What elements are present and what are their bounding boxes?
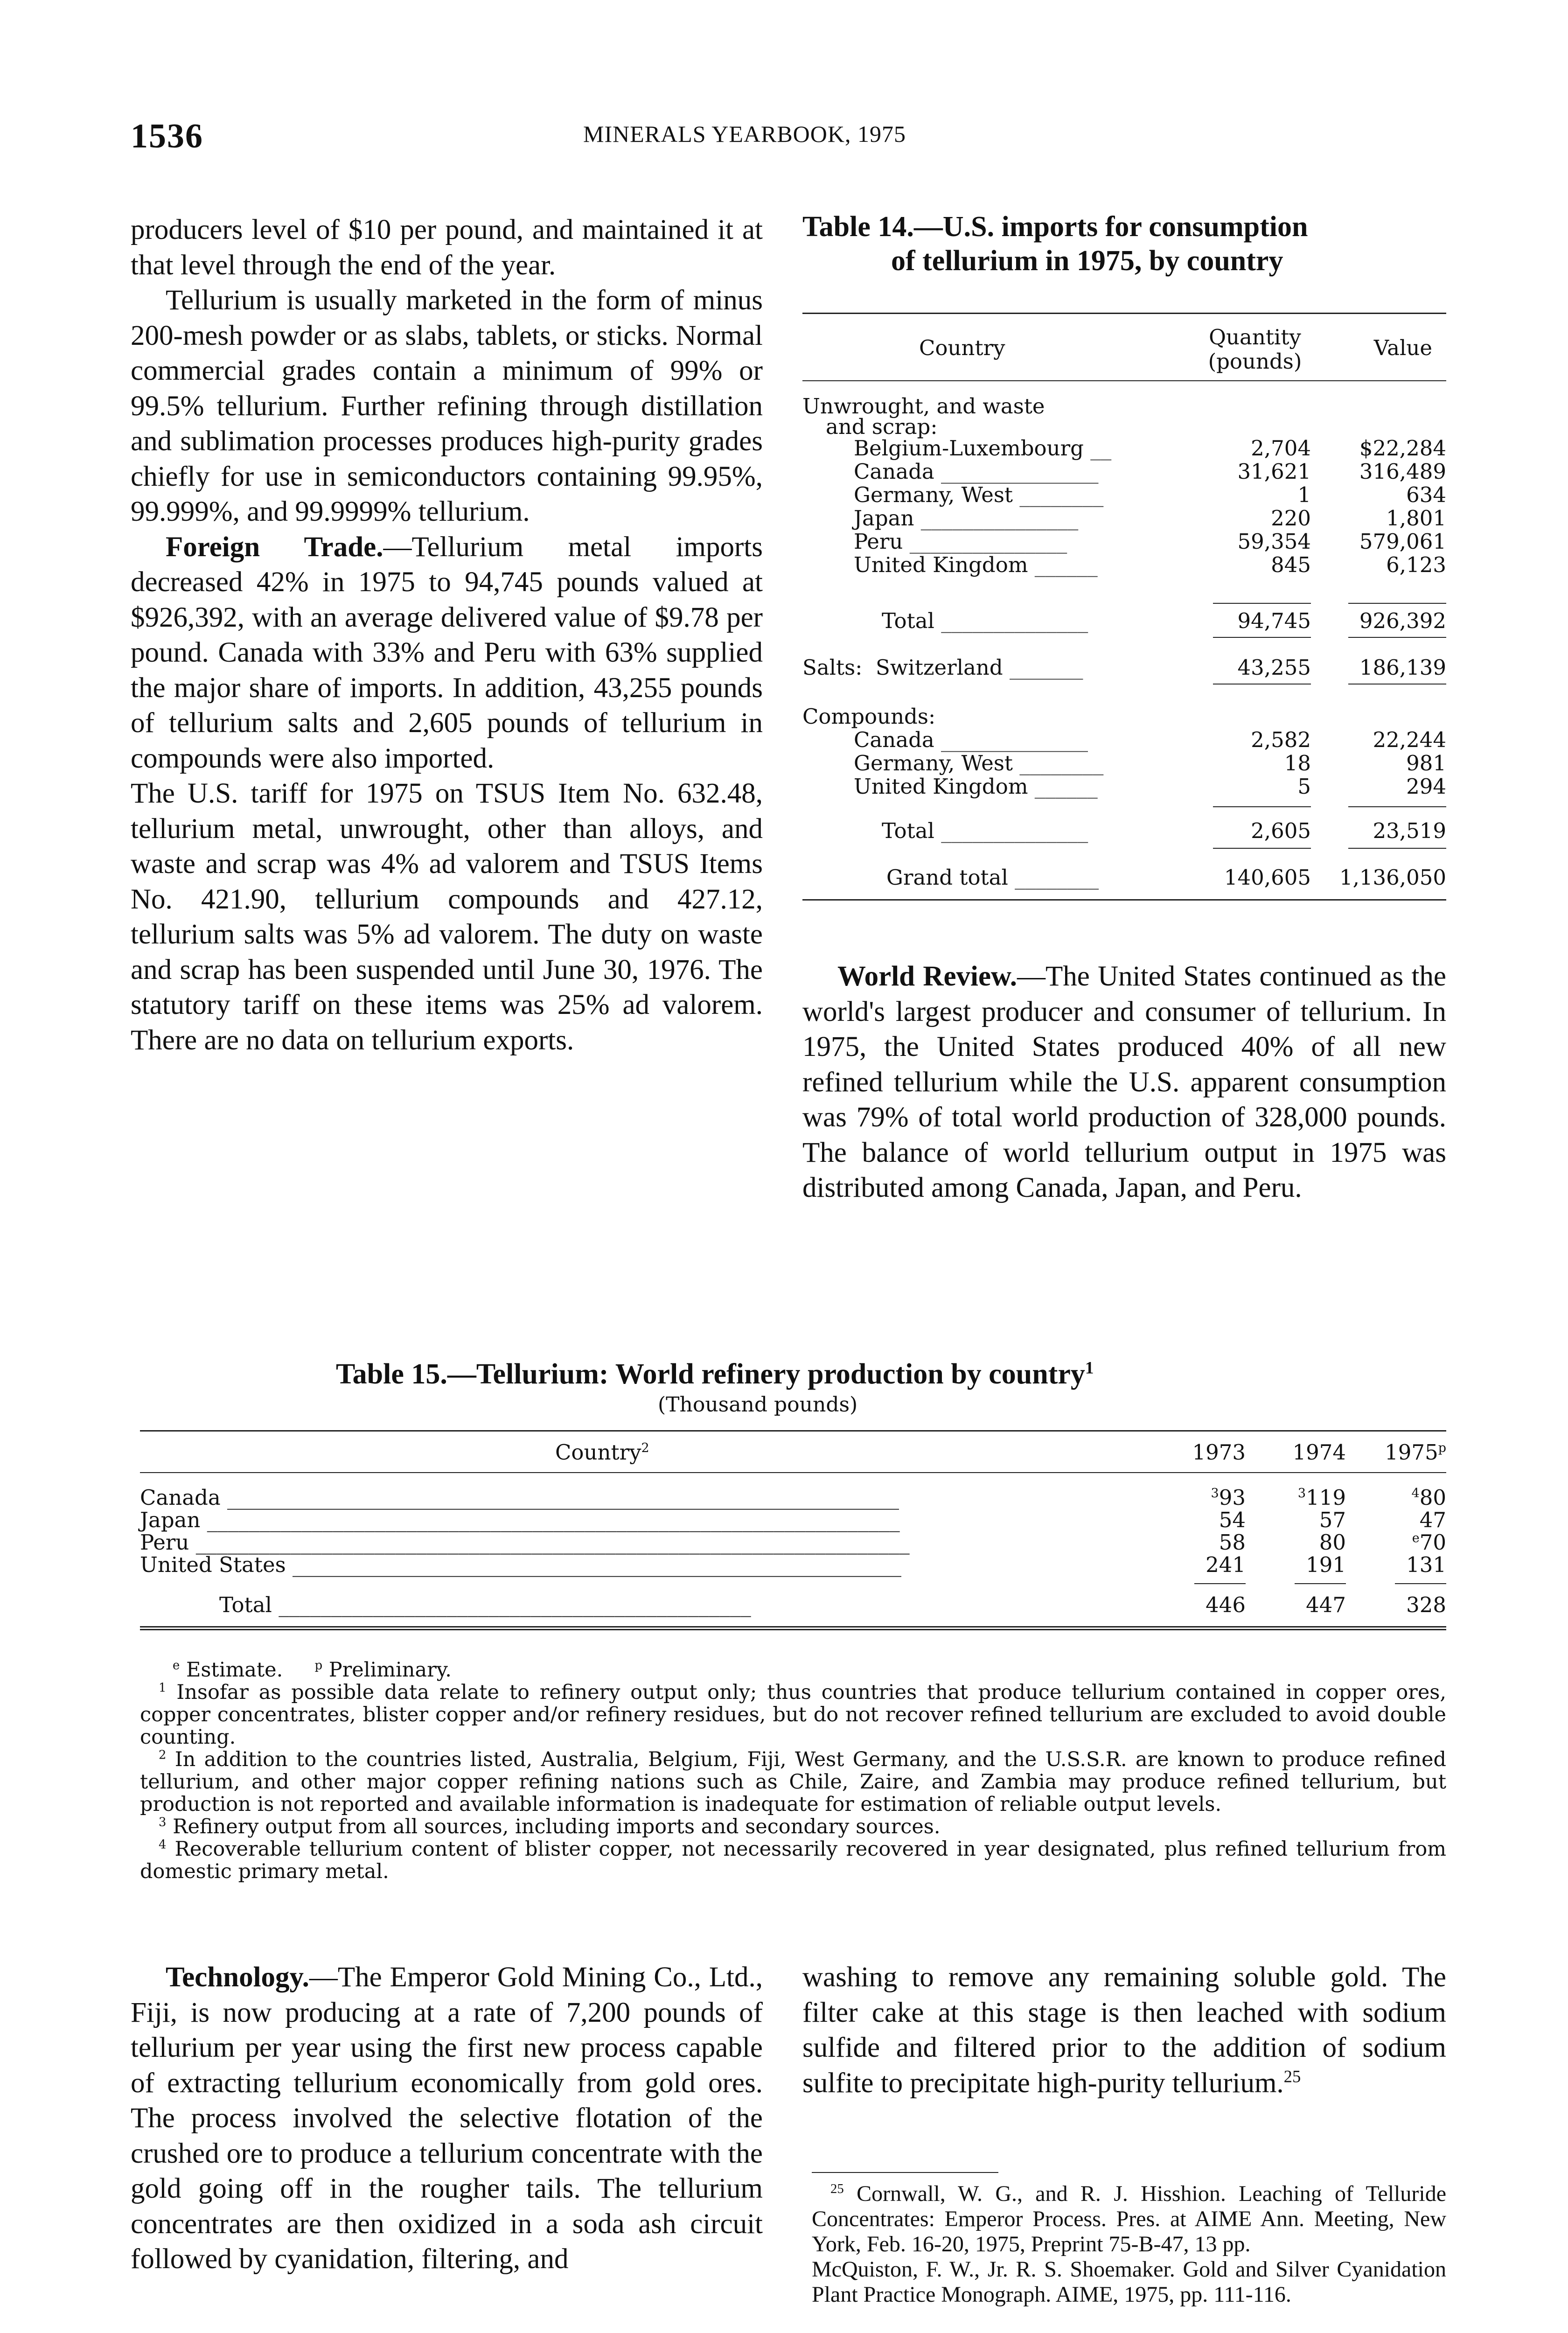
page-number: 1536 [131, 117, 203, 155]
table14-quantity: 845 [1271, 552, 1311, 577]
table14-leader: ________ [1013, 751, 1104, 775]
world-review-paragraph [802, 959, 1446, 1206]
table15-row [140, 1553, 1446, 1577]
table14-value: 6,123 [1386, 552, 1446, 577]
table14-title-line1: Table 14.—U.S. imports for consumption [802, 211, 1308, 243]
table14-comp-subtotal-rule-v [1348, 806, 1446, 807]
table14-leader: ______________ [934, 818, 1088, 843]
table14-compounds-total-value: 23,519 [1373, 818, 1446, 843]
table14-title [802, 210, 1446, 278]
legend-preliminary: Preliminary. [328, 1658, 452, 1682]
legend-estimate: Estimate. [186, 1658, 283, 1682]
table15 [140, 1428, 1446, 1652]
table14-grand-rule-v [1348, 848, 1446, 849]
table15-header-rule [140, 1472, 1446, 1473]
table15-note-mark: 3 [1211, 1486, 1219, 1501]
table15-value-1973: 58 [1219, 1530, 1246, 1555]
technology-continued [802, 1960, 1446, 2101]
table14-row-unwrought-total [802, 609, 1446, 633]
table14-salts-rule-v [1348, 684, 1446, 685]
table14-leader: _______________ [903, 529, 1067, 554]
table14-quantity: 2,582 [1251, 727, 1311, 752]
table15-notes [140, 1659, 1446, 1883]
table14-col-quantity [1194, 325, 1316, 374]
table14-total-rule-v [1348, 637, 1446, 638]
table14-col-country: Country [919, 335, 1005, 360]
table14-quantity: 1 [1297, 482, 1311, 507]
table14-row [802, 728, 1446, 752]
footnote-text: Recoverable tellurium content of blister copper, not necessarily recovered in year designated, plus refined tellurium from domestic primary metal. [140, 1837, 1447, 1883]
footnote-mark: 2 [159, 1748, 167, 1762]
table14-value: 634 [1406, 482, 1446, 507]
table14-row-salts [802, 656, 1446, 680]
table15-header-row [140, 1441, 1446, 1464]
table15-country: Peru [140, 1530, 189, 1555]
table15-note-mark: 4 [1411, 1486, 1420, 1501]
table14-leader: _______________ [934, 459, 1099, 484]
table15-note-mark: e [1412, 1531, 1420, 1545]
table14-row [802, 506, 1446, 531]
table14-row [802, 460, 1446, 484]
table15-col-1975: 1975 [1385, 1440, 1438, 1465]
table14-salts-value: 186,139 [1359, 655, 1446, 680]
table14-col-quantity-l1: Quantity [1209, 325, 1301, 349]
table14-country: United Kingdom [854, 552, 1028, 577]
footnote-rule [812, 2172, 998, 2173]
technology-right [802, 1960, 1446, 2101]
table15-footnote [140, 1681, 1446, 1748]
technology-paragraph [131, 1960, 763, 2277]
table15-country: Japan [140, 1508, 201, 1532]
footnote-mark: 1 [159, 1681, 167, 1695]
table14-quantity: 18 [1284, 751, 1311, 775]
table14-grand-total-label: Grand total [886, 865, 1008, 890]
table15-row [140, 1531, 1446, 1554]
table14-top-rule [802, 313, 1446, 314]
table14-salts-rule-q [1213, 684, 1311, 685]
table14-quantity: 5 [1297, 774, 1311, 799]
foreign-trade-heading: Foreign Trade. [166, 531, 383, 563]
table15-sum-rule-1975 [1395, 1583, 1446, 1584]
table14-salts-label: Salts: [802, 655, 863, 680]
table14-value: 22,244 [1373, 727, 1446, 752]
technology-heading: Technology. [166, 1962, 309, 1993]
paragraph-producers-level: producers level of $10 per pound, and maintained it at that level through the end of the year. [131, 214, 763, 281]
table15-title [336, 1358, 1269, 1391]
table15-leader: ________________________________________________________________ [220, 1485, 899, 1510]
table14-country: United Kingdom [854, 774, 1028, 799]
table14-value: $22,284 [1359, 436, 1446, 461]
legend-p-mark: p [314, 1658, 323, 1673]
table15-footnote [140, 1838, 1446, 1883]
table14-row [802, 553, 1446, 577]
table15-sum-rule-1973 [1194, 1583, 1246, 1584]
table14-leader: ________ [1013, 482, 1104, 507]
table14-country: Germany, West [854, 482, 1013, 507]
table15-col-country-sup: 2 [641, 1441, 649, 1455]
table14-row [802, 775, 1446, 799]
table14-section-compounds: Compounds: [802, 704, 936, 729]
table15-total-1974: 447 [1306, 1593, 1346, 1617]
world-review-text: —The United States continued as the world's largest producer and consumer of tellurium. In 1975, the United States produced 40% of all new refined tellurium while the U.S. apparent consumption was 79% of total world production of 328,000 pounds. The balance of world tellurium output in 1975 was distributed among Canada, Japan, and Peru. [802, 961, 1446, 1203]
table14-country: Canada [854, 459, 934, 484]
table14-col-quantity-l2: (pounds) [1208, 349, 1302, 374]
table14-section-unwrought [802, 394, 1045, 439]
table15-value-1974: 119 [1306, 1485, 1346, 1510]
footnote-text1: Cornwall, W. G., and R. J. Hisshion. Leaching of Telluride Concentrates: Emperor Process. Pres. at AIME Ann. Meeting, New York, Feb. 16-20, 1975, Preprint 75-B-47, 13 pp. [812, 2181, 1446, 2256]
table14-col-value: Value [1373, 335, 1432, 360]
table15-col-1973: 1973 [1192, 1440, 1246, 1465]
footnote-line2: McQuiston, F. W., Jr. R. S. Shoemaker. Gold and Silver Cyanidation Plant Practice Monograph. AIME, 1975, pp. 111-116. [812, 2257, 1446, 2307]
legend-e-mark: e [173, 1658, 180, 1673]
table14-country: Peru [854, 529, 903, 554]
table14-unwrought-total-value: 926,392 [1359, 608, 1446, 633]
table14-bottom-rule [802, 899, 1446, 901]
table15-value-1975: 70 [1419, 1530, 1446, 1555]
left-column-text [131, 212, 763, 1058]
table14-salts-quantity: 43,255 [1237, 655, 1311, 680]
table15-col-1975-sup: p [1438, 1441, 1446, 1455]
table15-total-1973: 446 [1206, 1593, 1246, 1617]
table15-col-1974: 1974 [1292, 1440, 1346, 1465]
paragraph-tariff: The U.S. tariff for 1975 on TSUS Item No. 632.48, tellurium metal, unwrought, other than alloys, and waste and scrap was 4% ad valorem and TSUS Items No. 421.90, tellurium compounds and 427.12, tellurium salts was 5% ad valorem. The duty on waste and scrap has been suspended until June 30, 1976. The statutory tariff on these items was 25% ad valorem. There are no data on tellurium exports. [131, 778, 763, 1056]
table15-bottom-rule [140, 1626, 1446, 1630]
table14-section-unwrought-l2: and scrap: [826, 414, 938, 439]
footnote-25 [812, 2181, 1446, 2307]
table15-total-1975: 328 [1406, 1593, 1446, 1617]
table14-quantity: 2,704 [1251, 436, 1311, 461]
technology-left [131, 1960, 763, 2277]
footnote-mark: 3 [159, 1815, 167, 1830]
table15-legend [140, 1659, 1446, 1681]
table15-leader: ____________________________________________________________________ [189, 1530, 910, 1555]
table15-value-1973: 241 [1206, 1552, 1246, 1577]
table14-country: Germany, West [854, 751, 1013, 775]
table14-leader: _______________ [914, 506, 1079, 531]
table14-value: 316,489 [1359, 459, 1446, 484]
table15-value-1973: 93 [1219, 1485, 1246, 1510]
table15-leader: _____________________________________________ [272, 1593, 751, 1617]
table15-title-sup: 1 [1085, 1358, 1094, 1378]
table15-country: Canada [140, 1485, 221, 1510]
table14-section-unwrought-l1: Unwrought, and waste [802, 394, 1045, 419]
foreign-trade-text: —Tellurium metal imports decreased 42% in 1975 to 94,745 pounds valued at $926,392, with an average delivered value of $9.78 per pound. Canada with 33% and Peru with 63% supplied the major share of imports. In addition, 43,255 pounds of tellurium salts and 2,605 pounds of tellurium in compounds were also imported. [131, 531, 763, 774]
paragraph-foreign-trade [131, 530, 763, 776]
table15-row [140, 1486, 1446, 1509]
paragraph-tellurium-marketed: Tellurium is usually marketed in the form of minus 200-mesh powder or as slabs, tablets, or sticks. Normal commercial grades contain a minimum of 99% or 99.5% tellurium. Further refining through distillation and sublimation processes produces high-purity grades chiefly for use in semiconductors containing 99.95%, 99.999%, and 99.9999% tellurium. [131, 285, 763, 527]
table15-row-total [140, 1593, 1446, 1617]
table14-country: Japan [854, 506, 914, 531]
table15-total-label: Total [219, 1593, 272, 1617]
world-review [802, 959, 1446, 1206]
table14-grand-total-value: 1,136,050 [1339, 865, 1446, 890]
table14-unwrought-total-label: Total [882, 608, 934, 633]
table14-row [802, 751, 1446, 775]
technology-text-right: washing to remove any remaining soluble gold. The filter cake at this stage is then leached with sodium sulfide and filtered prior to the addition of sodium sulfite to precipitate high-purity tellurium. [802, 1962, 1446, 2099]
table14-row [802, 436, 1446, 461]
table15-leader: __________________________________________________________________ [200, 1508, 900, 1532]
table15-unit: (Thousand pounds) [658, 1393, 858, 1417]
table15-footnote [140, 1816, 1446, 1838]
table14-row-compounds-total [802, 819, 1446, 843]
table14-subtotal-rule-q [1213, 603, 1311, 604]
table14-grand-rule-q [1213, 848, 1311, 849]
footnote-text: Refinery output from all sources, including imports and secondary sources. [173, 1815, 941, 1838]
table15-leader: __________________________________________________________ [286, 1552, 901, 1577]
table14-row [802, 483, 1446, 507]
table14-quantity: 59,354 [1237, 529, 1311, 554]
technology-text-left: —The Emperor Gold Mining Co., Ltd., Fiji, is now producing at a rate of 7,200 pounds of tellurium per year using the first new process capable of extracting tellurium economically from gold ores. The process involved the selective flotation of the crushed ore to produce a tellurium concentrate with the gold going off in the rougher tails. The tellurium concentrates are then oxidized in a soda ash circuit followed by cyanidation, filtering, and [131, 1962, 763, 2275]
table15-value-1973: 54 [1219, 1508, 1246, 1532]
table14-unwrought-total-quantity: 94,745 [1237, 608, 1311, 633]
table15-country: United States [140, 1552, 286, 1577]
table14-country: Belgium-Luxembourg [854, 436, 1084, 461]
table14-compounds-total-label: Total [882, 818, 934, 843]
footnote-mark: 25 [830, 2181, 844, 2196]
table14-quantity: 31,621 [1237, 459, 1311, 484]
table14-grand-total-quantity: 140,605 [1224, 865, 1311, 890]
table15-value-1975: 47 [1419, 1508, 1446, 1532]
table15-value-1975: 80 [1419, 1485, 1446, 1510]
table15-top-rule [140, 1430, 1446, 1432]
table15-value-1974: 191 [1306, 1552, 1346, 1577]
footnote-text: In addition to the countries listed, Australia, Belgium, Fiji, West Germany, and the U.S.S.R. are known to produce refined tellurium, and other major copper refining nations such as Chile, Zaire, and Zambia may produce refined tellurium, but production is not reported and available information is inadequate for estimation of reliable output levels. [140, 1748, 1446, 1816]
table14-value: 1,801 [1386, 506, 1446, 531]
footnote-text: Insofar as possible data relate to refinery output only; thus countries that produce tellurium contained in copper ores, copper concentrates, blister copper and/or refinery residues, but do not recover refined tellurium are excluded to avoid double counting. [140, 1681, 1446, 1749]
table14-leader: ________ [1008, 865, 1099, 890]
table15-value-1974: 80 [1319, 1530, 1346, 1555]
table14-value: 579,061 [1359, 529, 1446, 554]
table14 [802, 310, 1446, 917]
technology-ref-mark: 25 [1283, 2067, 1301, 2086]
table14-header-rule [802, 380, 1446, 381]
table14-value: 981 [1406, 751, 1446, 775]
table14-value: 294 [1406, 774, 1446, 799]
table14-leader: __ [1083, 436, 1112, 461]
table15-sum-rule-1974 [1295, 1583, 1346, 1584]
table14-row [802, 530, 1446, 554]
table14-leader: _______ [1003, 655, 1083, 680]
table15-row [140, 1509, 1446, 1532]
table14-leader: ______________ [934, 727, 1088, 752]
table14-leader: ______________ [934, 608, 1088, 633]
table14-leader: ______ [1028, 774, 1098, 799]
table14-title-line2: of tellurium in 1975, by country [891, 245, 1283, 277]
world-review-heading: World Review. [837, 961, 1017, 992]
footnote-mark: 4 [159, 1837, 167, 1852]
table15-title-text: Table 15.—Tellurium: World refinery production by country [336, 1358, 1085, 1390]
table14-country: Canada [854, 727, 934, 752]
running-head: MINERALS YEARBOOK, 1975 [583, 121, 906, 147]
table14-quantity: 220 [1271, 506, 1311, 531]
table15-col-country: Country [555, 1440, 641, 1465]
table14-comp-subtotal-rule-q [1213, 806, 1311, 807]
table14-leader: ______ [1028, 552, 1098, 577]
table14-salts-country: Switzerland [876, 655, 1003, 680]
table14-compounds-total-quantity: 2,605 [1251, 818, 1311, 843]
footnote-line1 [812, 2181, 1446, 2257]
table15-value-1975: 131 [1406, 1552, 1446, 1577]
table14-total-rule-q [1213, 637, 1311, 638]
table15-value-1974: 57 [1319, 1508, 1346, 1532]
table14-subtotal-rule-v [1348, 603, 1446, 604]
table14-row-grand-total [802, 866, 1446, 890]
table15-note-mark: 3 [1297, 1486, 1306, 1501]
table15-footnote [140, 1748, 1446, 1816]
